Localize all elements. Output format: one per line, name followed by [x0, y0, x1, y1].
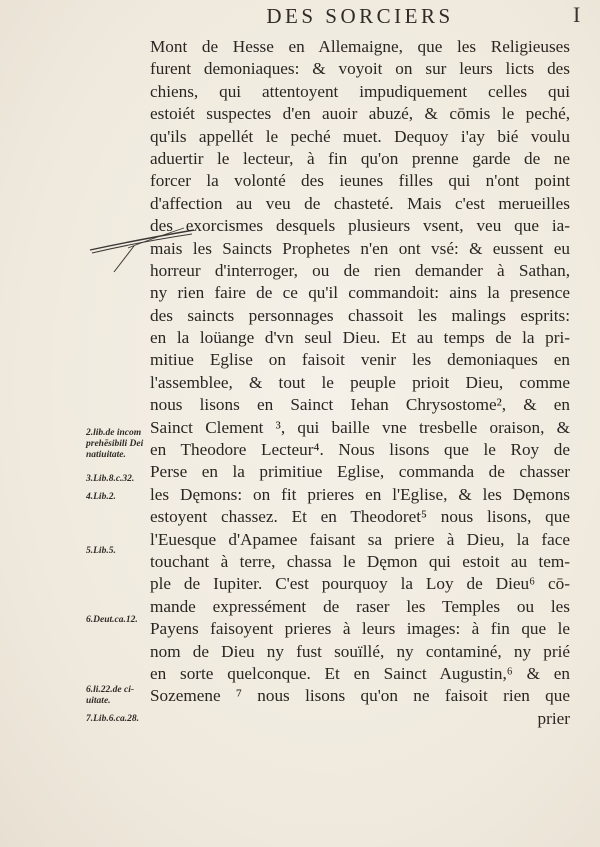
- text-line: estoyent chassez. Et en Theodoret⁵ nous lisons, que: [150, 507, 570, 527]
- text-line: l'assemblee, & tout le peuple prioit Dieu, comme: [150, 372, 570, 392]
- main-text-block: [150, 36, 570, 730]
- margin-note-line: prehēsibili Dei: [86, 439, 144, 449]
- text-line: furent demoniaques: & voyoit on sur leurs licts des: [150, 59, 570, 79]
- margin-note-line: 4.Lib.2.: [86, 492, 116, 502]
- margin-note-line: 6.li.22.de ci-: [86, 685, 135, 695]
- text-line: aduertir le lecteur, à fin qu'on prenne garde de ne: [150, 148, 570, 168]
- text-line: en Theodore Lecteur⁴. Nous lisons que le Roy de: [150, 440, 570, 460]
- text-line: d'affection au veu de chasteté. Mais c'est merueilles: [150, 193, 570, 213]
- text-line: horreur d'interroger, ou de rien demander à Sathan,: [150, 260, 570, 280]
- text-line: touchant à terre, chassa le Dęmon qui estoit au tem-: [150, 551, 570, 571]
- margin-note: [86, 474, 160, 485]
- running-title: DES SORCIERS: [266, 4, 454, 28]
- margin-note: [86, 685, 160, 707]
- text-line: nom de Dieu ny fust souïllé, ny contaminé, ny prié: [150, 641, 570, 661]
- text-line: en sorte quelconque. Et en Sainct Augustin,⁶ & en: [150, 663, 570, 683]
- text-line: forcer la volonté des ieunes filles qui n'ont point: [150, 171, 570, 191]
- margin-note-line: 6.Deut.ca.12.: [86, 615, 138, 625]
- margin-note: [86, 714, 160, 725]
- margin-note-line: uitate.: [86, 696, 111, 706]
- folio-number: I: [573, 2, 581, 27]
- text-line: chiens, qui attentoyent impudiquement celles qui: [150, 81, 570, 101]
- text-line: Sainct Clement ³, qui baille vne tresbelle oraison, &: [150, 417, 570, 437]
- text-line: mitiue Eglise on faisoit venir les demoniaques en: [150, 350, 570, 370]
- text-line: ny rien faire de ce qu'il commandoit: ains la presence: [150, 283, 570, 303]
- text-line: Payens faisoyent prieres à leurs images: à fin que le: [150, 619, 570, 639]
- text-line: estoiét suspectes d'en auoir abuzé, & cōmis le peché,: [150, 104, 570, 124]
- margin-note-line: 7.Lib.6.ca.28.: [86, 714, 140, 724]
- margin-note-line: 2.lib.de incom: [86, 428, 142, 438]
- margin-note: [86, 615, 160, 626]
- margin-note-line: 3.Lib.8.c.32.: [86, 474, 135, 484]
- text-line: Mont de Hesse en Allemaigne, que les Religieuses: [150, 37, 570, 56]
- text-line: ple de Iupiter. C'est pourquoy la Loy de Dieu⁶ cō-: [150, 574, 570, 594]
- text-line: Perse en la primitiue Eglise, commanda de chasser: [150, 462, 570, 482]
- catchword: prier: [537, 708, 570, 728]
- text-line: mande expressément de raser les Temples ou les: [150, 596, 570, 616]
- text-line: en la loüange d'vn seul Dieu. Et au temps de la pri-: [150, 328, 570, 348]
- text-line: mais les Saincts Prophetes n'en ont vsé: & eussent eu: [150, 238, 570, 258]
- text-line: nous lisons en Sainct Iehan Chrysostome², & en: [150, 395, 570, 415]
- text-line: des saincts personnages chassoit les malings esprits:: [150, 305, 570, 325]
- margin-note-line: natiuitate.: [86, 450, 126, 460]
- text-line: l'Euesque d'Apamee faisant sa priere à Dieu, la face: [150, 529, 570, 549]
- text-line: des exorcismes desquels plusieurs vsent, veu que ia-: [150, 216, 570, 236]
- margin-note-line: 5.Lib.5.: [86, 546, 116, 556]
- text-line: Sozemene ⁷ nous lisons qu'on ne faisoit rien que: [150, 686, 570, 706]
- text-line: qu'ils appellét le peché muet. Dequoy i'ay bié voulu: [150, 126, 570, 146]
- text-line: les Dęmons: on fit prieres en l'Eglise, & les Dęmons: [150, 484, 570, 504]
- margin-note: [86, 546, 160, 557]
- margin-note: [86, 492, 160, 503]
- margin-note: [86, 428, 160, 461]
